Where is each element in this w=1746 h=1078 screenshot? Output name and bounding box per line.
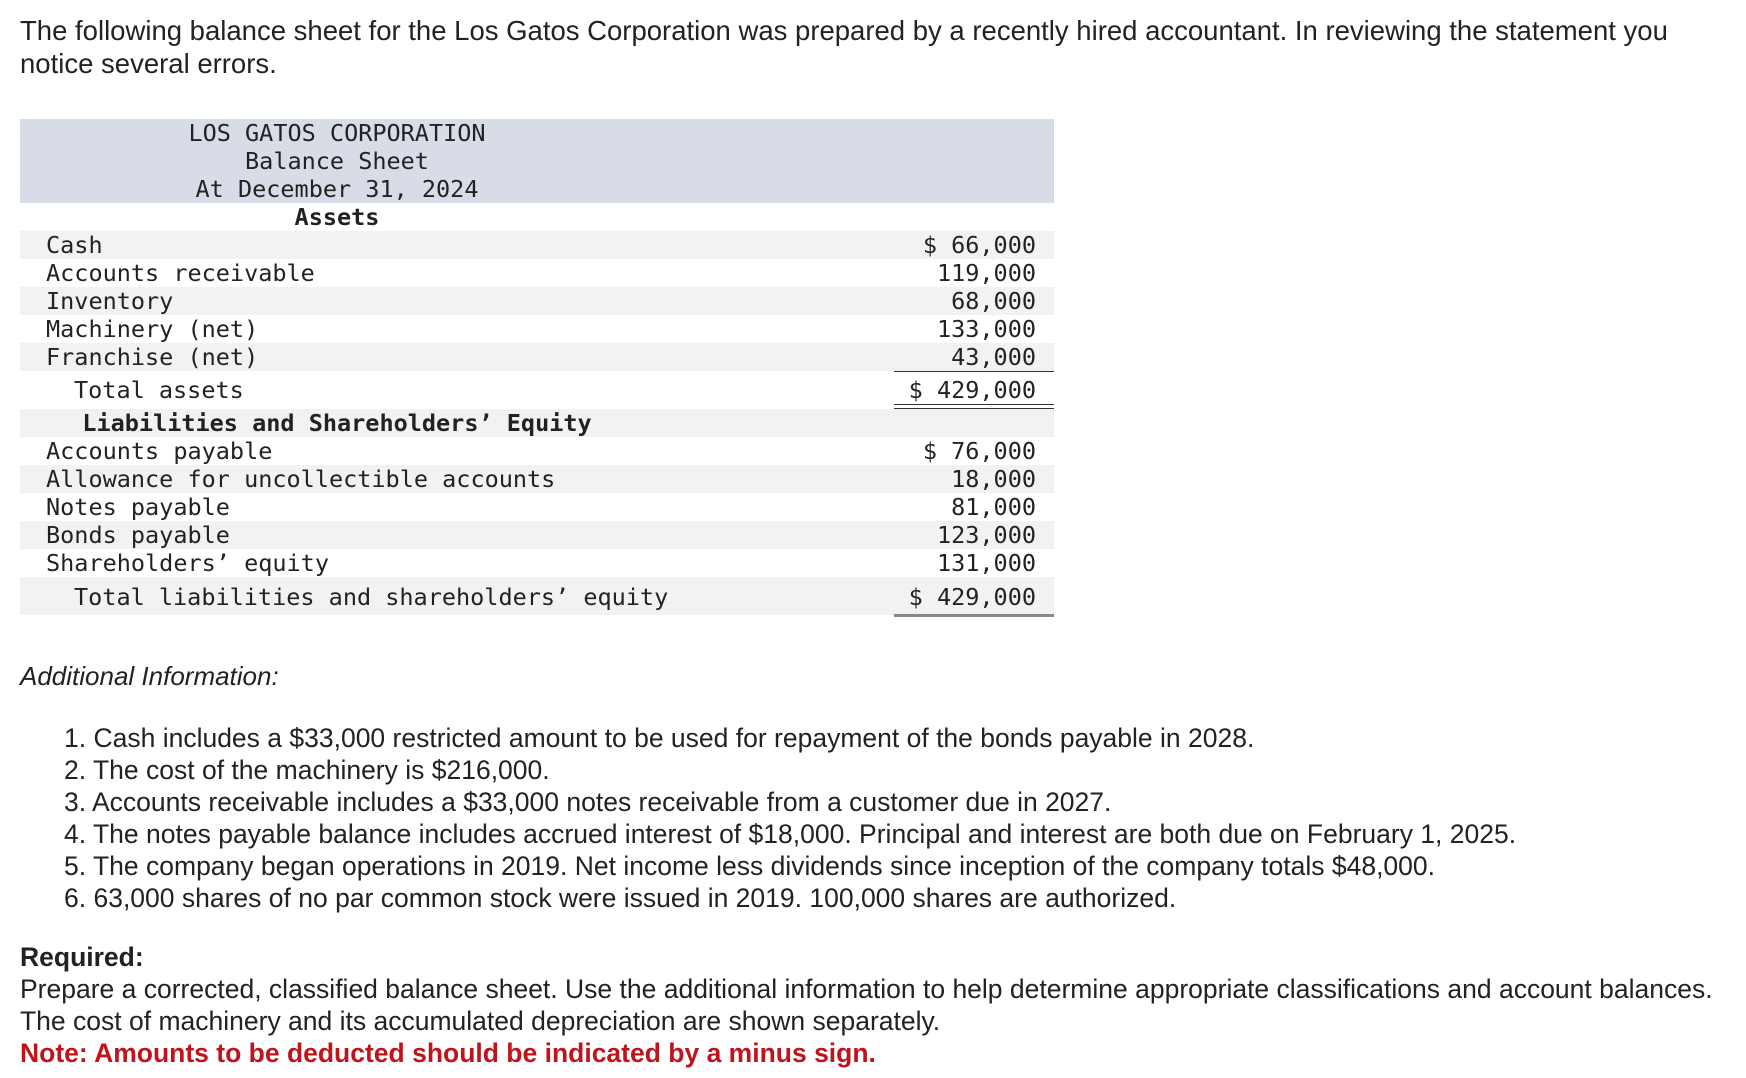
list-item: 5. The company began operations in 2019. Net income less dividends since inception of the company totals $48,000. <box>64 851 1436 881</box>
row-amount: 68,000 <box>951 287 1036 315</box>
row-amount: 131,000 <box>936 549 1036 577</box>
row-label: Franchise (net) <box>46 343 259 371</box>
total-liabilities-row <box>20 577 1054 615</box>
row-label: Allowance for uncollectible accounts <box>46 465 556 493</box>
intro-text: The following balance sheet for the Los Gatos Corporation was prepared by a recently hired accountant. In reviewing the statement you notice several errors. <box>20 15 1668 79</box>
row-amount: 119,000 <box>936 259 1036 287</box>
table-row <box>20 549 1054 577</box>
statement-date: At December 31, 2024 <box>195 175 479 203</box>
row-label: Shareholders’ equity <box>46 549 329 577</box>
statement-title: Balance Sheet <box>245 147 429 175</box>
row-label: Notes payable <box>46 493 230 521</box>
required-title: Required: <box>20 942 144 972</box>
total-assets-label: Total assets <box>74 376 244 404</box>
row-label: Accounts payable <box>46 437 273 465</box>
row-label: Machinery (net) <box>46 315 259 343</box>
table-row <box>20 287 1054 315</box>
total-liabilities-label: Total liabilities and shareholders’ equity <box>74 583 669 611</box>
total-liabilities-amount: $ 429,000 <box>908 583 1036 611</box>
list-item: 4. The notes payable balance includes accrued interest of $18,000. Principal and interest are both due on February 1, 2025. <box>64 819 1517 849</box>
row-label: Cash <box>46 231 103 259</box>
row-label: Inventory <box>46 287 174 315</box>
assets-heading: Assets <box>294 203 380 231</box>
row-amount: $ 76,000 <box>922 437 1036 465</box>
table-row <box>20 343 1054 371</box>
table-row <box>20 315 1054 343</box>
row-amount: $ 66,000 <box>922 231 1036 259</box>
row-amount: 133,000 <box>936 315 1036 343</box>
table-row <box>20 259 1054 287</box>
required-section <box>20 941 1735 1069</box>
table-row <box>20 521 1054 549</box>
balance-sheet-header <box>20 119 1054 203</box>
total-assets-amount: $ 429,000 <box>908 376 1036 404</box>
table-row <box>20 465 1054 493</box>
row-amount: 18,000 <box>951 465 1036 493</box>
required-note: Note: Amounts to be deducted should be indicated by a minus sign. <box>20 1038 876 1068</box>
balance-sheet-table <box>20 119 1054 615</box>
liabilities-heading: Liabilities and Shareholders’ Equity <box>20 409 1054 437</box>
table-row <box>20 493 1054 521</box>
additional-info-list <box>64 722 1516 914</box>
row-label: Accounts receivable <box>46 259 315 287</box>
row-amount: 123,000 <box>936 521 1036 549</box>
required-text: Prepare a corrected, classified balance sheet. Use the additional information to help determine appropriate classifications and account balances. The cost of machinery and its accumulated depreciation are shown separately. <box>20 974 1713 1036</box>
row-amount: 43,000 <box>951 343 1036 371</box>
list-item: 2. The cost of the machinery is $216,000. <box>64 755 550 785</box>
table-row <box>20 231 1054 259</box>
additional-info-title: Additional Information: <box>20 661 279 691</box>
row-amount: 81,000 <box>951 493 1036 521</box>
list-item: 3. Accounts receivable includes a $33,000 notes receivable from a customer due in 2027. <box>64 787 1112 817</box>
list-item: 1. Cash includes a $33,000 restricted amount to be used for repayment of the bonds payable in 2028. <box>64 723 1255 753</box>
row-label: Bonds payable <box>46 521 230 549</box>
company-name: LOS GATOS CORPORATION <box>188 119 486 147</box>
table-row <box>20 437 1054 465</box>
total-assets-row <box>20 371 1054 407</box>
total-rule <box>894 614 1054 617</box>
list-item: 6. 63,000 shares of no par common stock were issued in 2019. 100,000 shares are authorized. <box>64 883 1177 913</box>
